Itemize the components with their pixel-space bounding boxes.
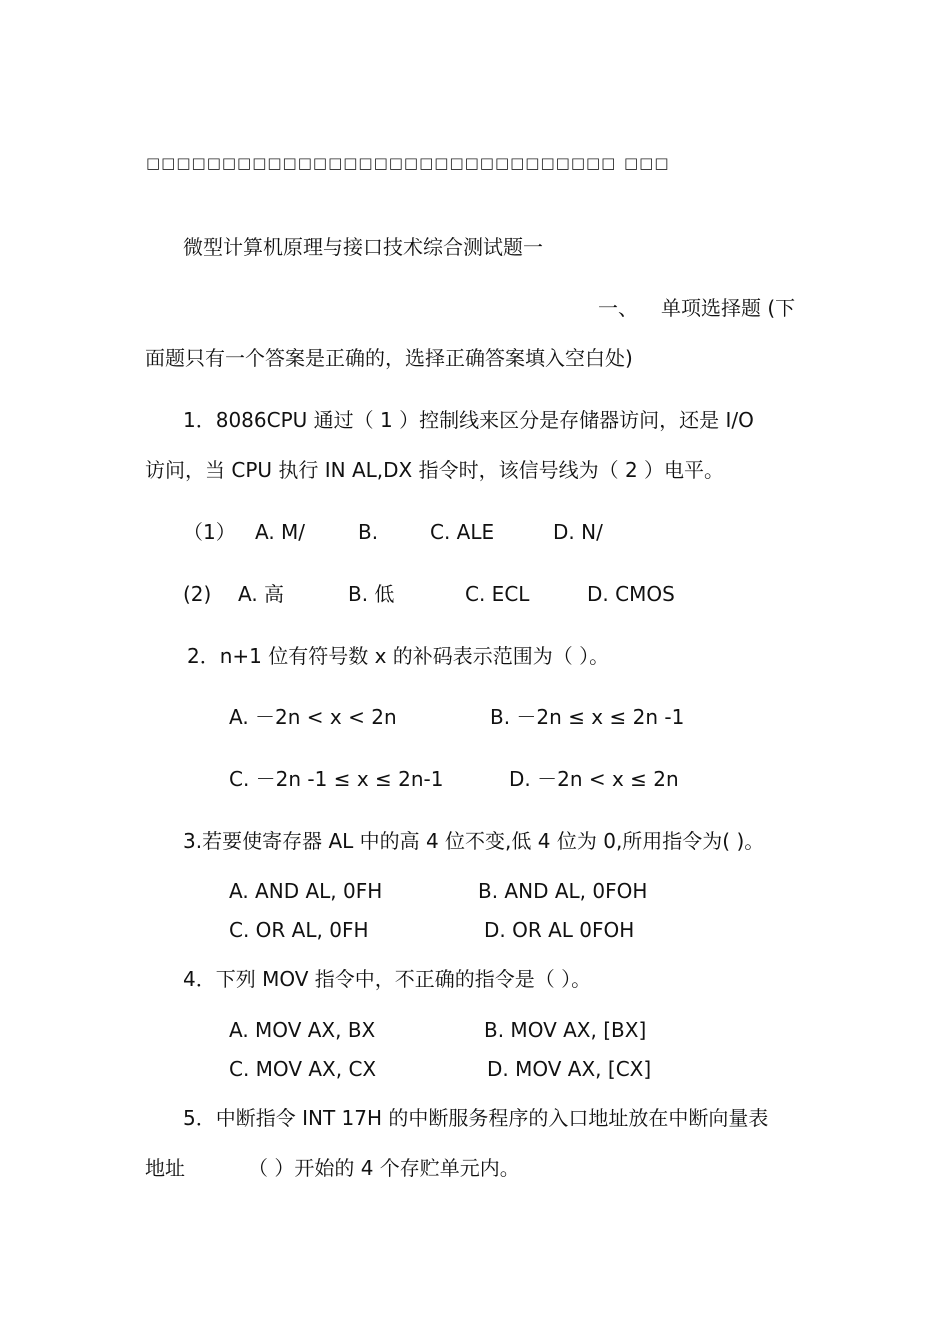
section-heading-part1: 单项选择题 (下 xyxy=(661,296,796,320)
q5-stem-line1: 5．中断指令 INT 17H 的中断服务程序的入口地址放在中断向量表 xyxy=(183,1106,769,1130)
q4-option-b: B. MOV AX, [BX] xyxy=(484,1018,647,1042)
q5-stem-line2-a: 地址 xyxy=(145,1156,185,1180)
q1-stem-line1: 1．8086CPU 通过（ 1 ）控制线来区分是存储器访问，还是 I/O xyxy=(183,408,754,432)
section-number: 一、 xyxy=(598,296,638,320)
q1-sub2-option-d: D. CMOS xyxy=(587,582,675,606)
q1-sub2-option-a: A. 高 xyxy=(238,582,285,606)
q1-sub1-label: （1） xyxy=(183,520,236,544)
q2-stem: 2．n+1 位有符号数 x 的补码表示范围为（ ）。 xyxy=(187,644,610,668)
running-header-right xyxy=(624,154,670,172)
q2-option-c: C. －2n -1 ≤ x ≤ 2n-1 xyxy=(229,767,444,791)
q1-sub2-label: (2) xyxy=(183,582,212,606)
q1-sub1-option-b: B. xyxy=(358,520,379,544)
q2-option-a: A. －2n < x < 2n xyxy=(229,705,397,729)
header-left-text: □□□□□□□□□□□□□□□□□□□□□□□□□□□□□□□ xyxy=(146,154,617,172)
q5-stem-line2-b: （ ）开始的 4 个存贮单元内。 xyxy=(248,1156,520,1180)
q3-option-c: C. OR AL, 0FH xyxy=(229,918,369,942)
q4-stem: 4．下列 MOV 指令中，不正确的指令是（ ）。 xyxy=(183,967,592,991)
q1-sub2-option-c: C. ECL xyxy=(465,582,530,606)
q1-sub2-option-b: B. 低 xyxy=(348,582,395,606)
q1-sub1-option-d: D. N/ xyxy=(553,520,603,544)
q4-option-c: C. MOV AX, CX xyxy=(229,1057,377,1081)
q1-stem-line2: 访问，当 CPU 执行 IN AL,DX 指令时，该信号线为（ 2 ）电平。 xyxy=(145,458,725,482)
q1-sub1-option-c: C. ALE xyxy=(430,520,495,544)
q3-option-d: D. OR AL 0FOH xyxy=(484,918,635,942)
q4-option-a: A. MOV AX, BX xyxy=(229,1018,376,1042)
header-right-text: □□□ xyxy=(624,154,670,172)
q2-option-d: D. －2n < x ≤ 2n xyxy=(509,767,679,791)
q3-option-b: B. AND AL, 0FOH xyxy=(478,879,648,903)
q3-option-a: A. AND AL, 0FH xyxy=(229,879,383,903)
running-header xyxy=(146,154,616,172)
q1-sub1-option-a: A. M/ xyxy=(255,520,306,544)
section-heading-part2: 面题只有一个答案是正确的，选择正确答案填入空白处) xyxy=(145,346,633,370)
q3-stem: 3.若要使寄存器 AL 中的高 4 位不变,低 4 位为 0,所用指令为( )。 xyxy=(183,829,765,853)
q4-option-d: D. MOV AX, [CX] xyxy=(487,1057,652,1081)
q2-option-b: B. －2n ≤ x ≤ 2n -1 xyxy=(490,705,685,729)
document-title: 微型计算机原理与接口技术综合测试题一 xyxy=(183,235,543,259)
